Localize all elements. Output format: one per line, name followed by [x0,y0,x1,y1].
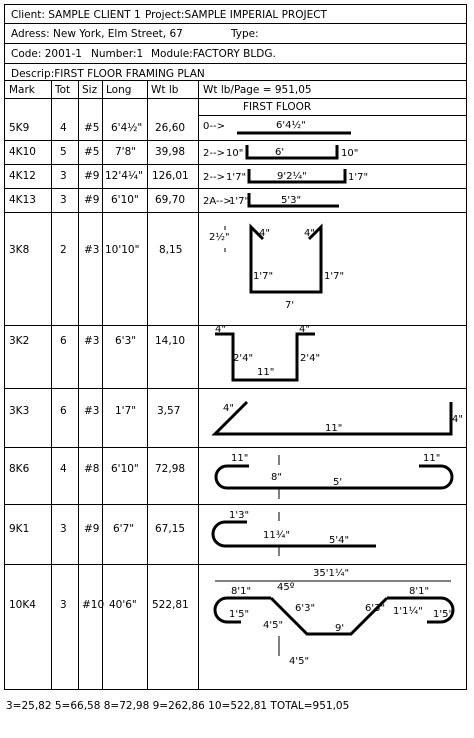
module-text: Module:FACTORY BLDG. [151,48,276,60]
tot-cell: 2 [60,244,67,256]
sketch-dim: 1'7" [229,196,250,207]
long-cell: 40'6" [109,599,137,611]
mark-cell: 8K6 [9,463,30,475]
sketch-dim: 4" [304,228,315,239]
siz-cell: #3 [84,244,100,256]
col-siz-header: Siz [82,84,98,96]
sketch-dim: 6'3" [365,603,386,614]
wt-cell: 67,15 [155,523,186,535]
wt-cell: 39,98 [155,146,186,158]
bar-shape-sketch [201,164,467,188]
bar-shape-sketch [201,504,467,564]
sketch-dim: 8" [271,472,282,483]
sketch-dim: 6' [275,147,285,158]
siz-cell: #5 [84,122,100,134]
sketch-dim: 1'7" [348,172,369,183]
wt-cell: 26,60 [155,122,186,134]
sketch-dim: 1'5" [433,609,454,620]
tot-cell: 4 [60,122,67,134]
sketch-dim: 1'7" [226,172,247,183]
long-cell: 6'4½" [111,122,143,134]
sketch-dim: 9' [335,623,345,634]
sketch-dim: 6'4½" [276,120,306,131]
long-cell: 7'8" [115,146,137,158]
client-text: Client: SAMPLE CLIENT 1 [11,9,141,21]
col-divider [51,81,52,689]
sketch-dim: 4" [223,403,234,414]
bar-shape-sketch [201,140,467,164]
sketch-dim: 5'4" [329,535,350,546]
bar-line [247,145,337,158]
long-cell: 10'10" [105,244,140,256]
sketch-dim: 9'2¼" [277,171,307,182]
number-text: Number:1 [91,48,144,60]
bar-shape-sketch [201,447,467,504]
bar-shape-sketch [201,188,467,212]
siz-cell: #3 [84,405,100,417]
sketch-dim: 2½" [209,232,230,243]
siz-cell: #9 [84,170,100,182]
tot-cell: 6 [60,405,67,417]
bar-shape-sketch [201,564,467,690]
col-divider [78,81,79,689]
mark-cell: 4K10 [9,146,36,158]
header-line-1 [4,4,467,24]
project-text: Project:SAMPLE IMPERIAL PROJECT [145,9,327,21]
mark-cell: 5K9 [9,122,30,134]
tot-cell: 3 [60,170,67,182]
tot-cell: 4 [60,463,67,475]
sketch-dim: 5' [333,477,343,488]
sketch-prefix: 2--> [203,172,225,183]
wt-page-header: Wt lb/Page = 951,05 [203,84,312,96]
siz-cell: #9 [84,523,100,535]
type-text: Type: [231,28,259,40]
wt-cell: 126,01 [152,170,189,182]
sketch-dim: 4" [259,228,270,239]
col-divider [147,81,148,689]
sketch-dim: 11" [231,453,249,464]
bar-shape-sketch [201,325,467,388]
long-cell: 6'7" [113,523,135,535]
long-cell: 6'10" [111,463,139,475]
long-cell: 6'3" [115,335,137,347]
wt-cell: 14,10 [155,335,186,347]
descrip-text: Descrip:FIRST FLOOR FRAMING PLAN [11,68,205,80]
sketch-dim: 1'1¼" [393,606,423,617]
wt-cell: 8,15 [159,244,183,256]
tot-cell: 5 [60,146,67,158]
mark-cell: 3K3 [9,405,30,417]
sketch-dim: 8'1" [409,586,430,597]
weight-totals-footer: 3=25,82 5=66,58 8=72,98 9=262,86 10=522,81 TOTAL=951,05 [6,700,350,712]
siz-cell: #8 [84,463,100,475]
wt-cell: 3,57 [157,405,181,417]
col-divider [198,81,199,689]
address-text: Adress: New York, Elm Street, 67 [11,28,183,40]
sketch-dim: 11" [423,453,441,464]
sketch-dim: 4'5" [289,656,310,667]
sketch-dim: 1'5" [229,609,250,620]
mark-cell: 3K2 [9,335,30,347]
long-cell: 6'10" [111,194,139,206]
col-divider [102,81,103,689]
sketch-dim: 5'3" [281,195,302,206]
long-cell: 12'4¼" [105,170,143,182]
sketch-dim: 45º [277,582,295,593]
mark-cell: 9K1 [9,523,30,535]
bar-line [213,522,376,546]
sketch-prefix: 0--> [203,121,225,132]
tot-cell: 3 [60,599,67,611]
bar-shape-sketch [201,388,467,447]
sketch-dim: 6'3" [295,603,316,614]
wt-cell: 69,70 [155,194,186,206]
sketch-dim: 11¾" [263,530,291,541]
bar-shape-sketch [201,116,467,140]
section-title: FIRST FLOOR [243,101,312,113]
header-line-3 [4,44,467,64]
sketch-dim: 2'4" [233,353,254,364]
tot-cell: 3 [60,194,67,206]
mark-cell: 3K8 [9,244,30,256]
siz-cell: #10 [82,599,105,611]
sketch-dim: 11" [257,367,275,378]
bar-shape-sketch [201,212,467,325]
code-text: Code: 2001-1 [11,48,82,60]
col-wt-header: Wt lb [151,84,179,96]
sketch-dim: 7' [285,300,295,311]
mark-cell: 4K13 [9,194,36,206]
sketch-dim: 1'7" [324,271,345,282]
long-cell: 1'7" [115,405,137,417]
sketch-dim: 1'3" [229,510,250,521]
sketch-prefix: 2--> [203,148,225,159]
sketch-dim: 2'4" [300,353,321,364]
siz-cell: #5 [84,146,100,158]
sketch-dim: 35'1¼" [313,568,350,579]
tot-cell: 3 [60,523,67,535]
sketch-dim: 10" [226,148,244,159]
row-divider [198,98,466,99]
tot-cell: 6 [60,335,67,347]
col-long-header: Long [106,84,132,96]
mark-cell: 4K12 [9,170,36,182]
sketch-dim: 1'7" [253,271,274,282]
sketch-dim: 8'1" [231,586,252,597]
sketch-dim: 10" [341,148,359,159]
header-line-2 [4,24,467,44]
mark-cell: 10K4 [9,599,36,611]
col-mark-header: Mark [9,84,35,96]
bar-schedule-table [4,80,467,690]
wt-cell: 72,98 [155,463,186,475]
sketch-dim: 11" [325,423,343,434]
wt-cell: 522,81 [152,599,189,611]
sketch-dim: 4" [299,325,310,335]
sketch-dim: 4'5" [263,620,284,631]
col-tot-header: Tot [55,84,71,96]
sketch-dim: 4" [452,414,463,425]
siz-cell: #3 [84,335,100,347]
sketch-dim: 4" [215,325,226,335]
siz-cell: #9 [84,194,100,206]
sketch-prefix: 2A--> [203,196,232,207]
